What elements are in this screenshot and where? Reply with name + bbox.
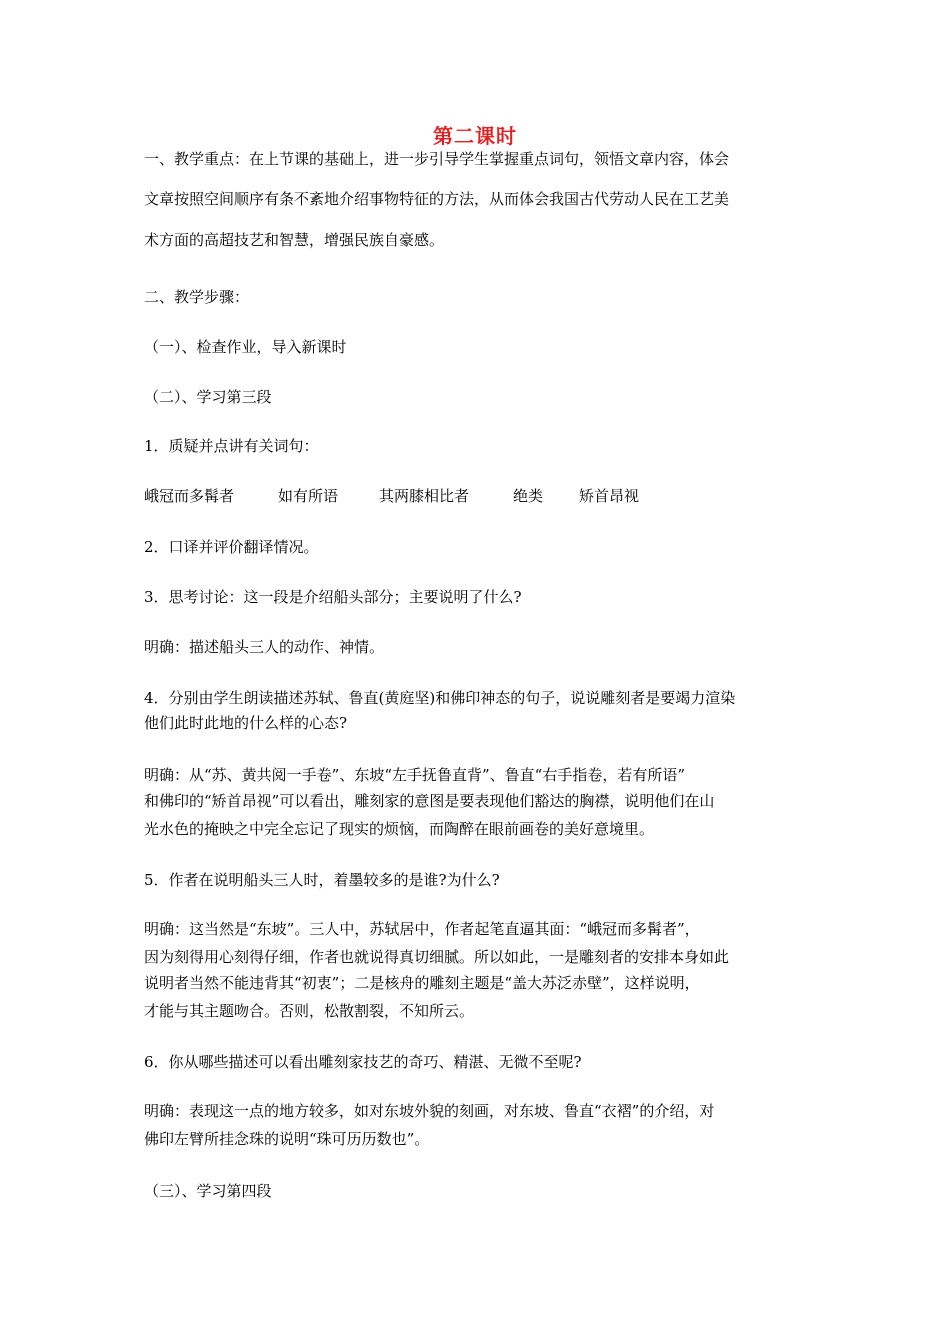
- section-heading: 二、教学步骤：: [144, 288, 250, 306]
- answer-text: 佛印左臂所挂念珠的说明“珠可历历数也”。: [144, 1130, 430, 1148]
- answer-text: 明确：描述船头三人的动作、神情。: [144, 638, 385, 656]
- numbered-item: 3．思考讨论：这一段是介绍船头部分；主要说明了什么?: [144, 588, 522, 606]
- key-term: 绝类: [513, 487, 544, 505]
- text-line: 文章按照空间顺序有条不紊地介绍事物特征的方法，从而体会我国古代劳动人民在工艺美: [144, 190, 730, 208]
- key-term: 矫首昂视: [579, 487, 640, 505]
- key-term: 其两膝相比者: [379, 487, 470, 505]
- answer-text: 明确：从“苏、黄共阅一手卷”、东坡“左手抚鲁直背”、鲁直“右手指卷，若有所语”: [144, 766, 686, 784]
- page-title: 第二课时: [433, 124, 517, 148]
- text-line: 一、教学重点：在上节课的基础上，进一步引导学生掌握重点词句，领悟文章内容，体会: [144, 150, 730, 168]
- answer-text: 明确：这当然是“东坡”。三人中，苏轼居中，作者起笔直逼其面：“峨冠而多髯者”，: [144, 920, 700, 938]
- subsection-heading: （一）、检查作业，导入新课时: [144, 338, 347, 356]
- numbered-item: 5．作者在说明船头三人时，着墨较多的是谁?为什么?: [144, 871, 500, 889]
- numbered-item: 4．分别由学生朗读描述苏轼、鲁直(黄庭坚)和佛印神态的句子，说说雕刻者是要竭力渲染: [144, 689, 736, 707]
- key-term: 如有所语: [278, 487, 339, 505]
- answer-text: 和佛印的“矫首昂视”可以看出，雕刻家的意图是要表现他们豁达的胸襟，说明他们在山: [144, 792, 715, 810]
- subsection-heading: （二）、学习第三段: [144, 388, 272, 406]
- answer-text: 因为刻得用心刻得仔细，作者也就说得真切细腻。所以如此，一是雕刻者的安排本身如此: [144, 948, 730, 966]
- numbered-item: 2．口译并评价翻译情况。: [144, 538, 319, 556]
- numbered-item: 1．质疑并点讲有关词句：: [144, 437, 319, 455]
- text-line: 术方面的高超技艺和智慧，增强民族自豪感。: [144, 231, 445, 249]
- numbered-item: 6．你从哪些描述可以看出雕刻家技艺的奇巧、精湛、无微不至呢?: [144, 1053, 582, 1071]
- answer-text: 说明者当然不能违背其“初衷”；二是核舟的雕刻主题是“盖大苏泛赤壁”，这样说明，: [144, 974, 700, 992]
- answer-text: 光水色的掩映之中完全忘记了现实的烦恼，而陶醉在眼前画卷的美好意境里。: [144, 820, 655, 838]
- numbered-item: 他们此时此地的什么样的心态?: [144, 714, 348, 732]
- answer-text: 才能与其主题吻合。否则，松散割裂，不知所云。: [144, 1002, 475, 1020]
- key-term: 峨冠而多髯者: [144, 487, 235, 505]
- answer-text: 明确：表现这一点的地方较多，如对东坡外貌的刻画，对东坡、鲁直“衣褶”的介绍，对: [144, 1102, 715, 1120]
- subsection-heading: （三）、学习第四段: [144, 1182, 272, 1200]
